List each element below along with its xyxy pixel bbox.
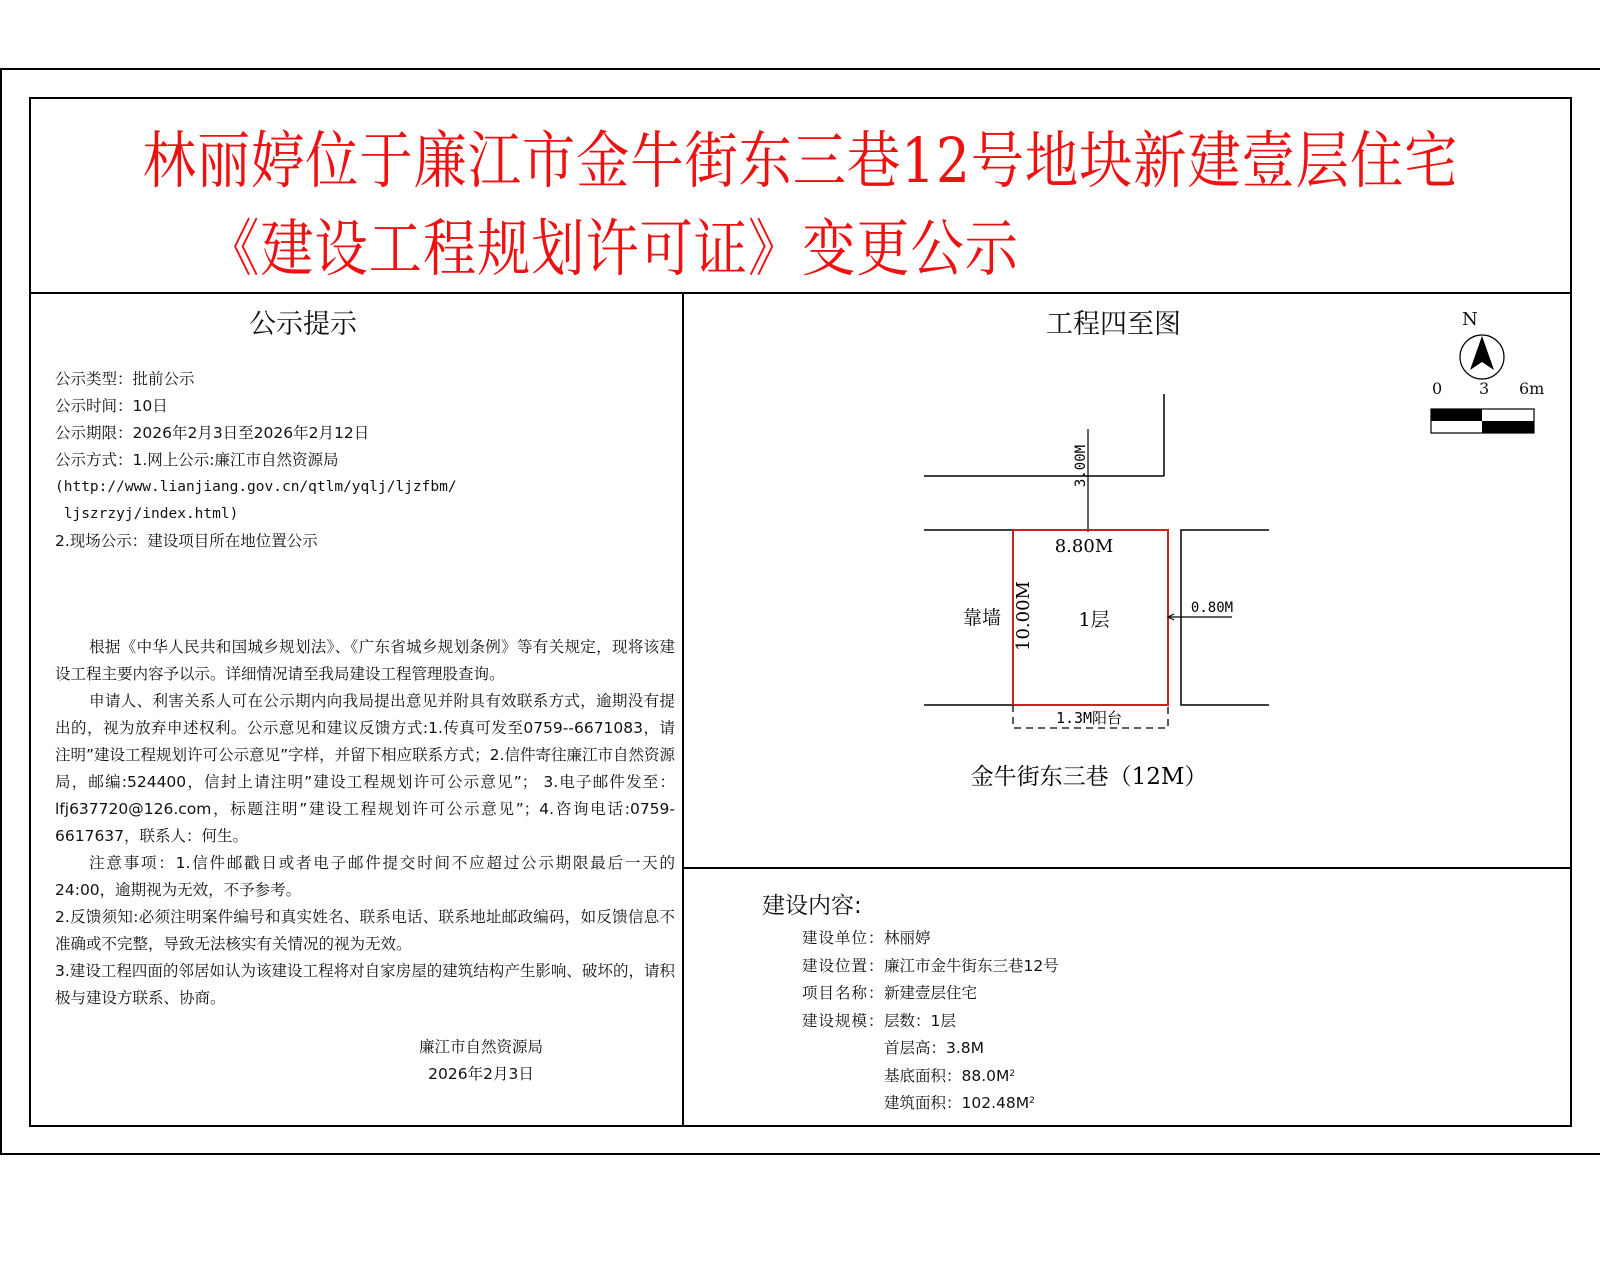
notice-duration: 公示时间：10日 bbox=[55, 397, 168, 415]
signature bbox=[351, 1034, 611, 1088]
notice-onsite: 2.现场公示：建设项目所在地位置公示 bbox=[55, 532, 318, 550]
notice-panel bbox=[31, 294, 684, 1125]
construction-panel bbox=[684, 869, 1570, 1125]
notice-heading: 公示提示 bbox=[249, 309, 357, 340]
notice-period: 公示期限：2026年2月3日至2026年2月12日 bbox=[55, 424, 370, 442]
notice-url-line-2[interactable]: ljszrzyj/index.html) bbox=[55, 506, 239, 522]
signature-date: 2026年2月3日 bbox=[428, 1065, 534, 1083]
dim-north-label: 3.00M bbox=[1073, 444, 1089, 488]
neighbor-north bbox=[924, 394, 1164, 476]
notice-note: 2.反馈须知:必须注明案件编号和真实姓名、联系电话、联系地址邮政编码，如反馈信息不准确或不完整，导致无法核实有关情况的视为无效。 bbox=[55, 908, 675, 953]
notice-body bbox=[55, 634, 675, 1012]
construction-row-base-area: 基底面积：$88.0M^2$ bbox=[884, 1066, 1016, 1085]
west-wall-label: 靠墙 bbox=[962, 607, 1002, 629]
construction-row-floor-area: 建筑面积：$102.48M^2$ bbox=[884, 1094, 1035, 1112]
title-line-1: 林丽婷位于廉江市金牛街东三巷12号地块新建壹层住宅 bbox=[142, 124, 1459, 197]
construction-row-scale: 建设规模：层数：1层 bbox=[802, 1011, 956, 1030]
floors-label: 1层 bbox=[1078, 609, 1110, 631]
scale-tick-6: 6m bbox=[1519, 379, 1545, 398]
scale-tick-3: 3 bbox=[1479, 379, 1490, 398]
construction-row-unit: 建设单位：林丽婷 bbox=[802, 929, 931, 947]
title-line-2: 《建设工程规划许可证》变更公示 bbox=[206, 212, 1019, 285]
construction-row-location: 建设位置：廉江市金牛街东三巷12号 bbox=[802, 956, 1059, 975]
dim-depth-label: 10.00M bbox=[1013, 581, 1034, 651]
construction-row-height: 首层高：3.8M bbox=[884, 1039, 985, 1057]
notice-info bbox=[55, 366, 457, 555]
north-label: N bbox=[1462, 309, 1478, 330]
construction-details bbox=[802, 925, 1059, 1118]
scale-bar-icon bbox=[1431, 409, 1534, 433]
construction-heading: 建设内容: bbox=[762, 893, 862, 919]
notice-paragraph: 申请人、利害关系人可在公示期内向我局提出意见并附具有效联系方式，逾期没有提出的，视为放弃申述权利。公示意见和建议反馈方式:1.传真可发至0759--6671083，请注明”建设工程规划许可公示意见”字样，并留下相应联系方式；2.信件寄往廉江市自然资源局，邮编:524400，信封上请注明”建设工程规划许可公示意见”； 3.电子邮件发至：lfj637720@126.com，标题注明”建设工程规划许可公示意见”；4.咨询电话:0759-6617637，联系人：何生。 bbox=[55, 692, 675, 845]
site-plan-heading: 工程四至图 bbox=[1046, 309, 1181, 340]
notice-paragraph: 根据《中华人民共和国城乡规划法》、《广东省城乡规划条例》等有关规定，现将该建设工程主要内容予以示。详细情况请至我局建设工程管理股查询。 bbox=[55, 638, 675, 683]
dim-width-label: 8.80M bbox=[1054, 536, 1114, 557]
notice-method: 公示方式：1.网上公示:廉江市自然资源局 bbox=[55, 451, 339, 469]
construction-row-project: 项目名称：新建壹层住宅 bbox=[802, 984, 978, 1002]
notice-url-line-1[interactable]: (http://www.lianjiang.gov.cn/qtlm/yqlj/ljzfbm/ bbox=[55, 479, 457, 495]
dim-east-label: 0.80M bbox=[1190, 600, 1234, 616]
notice-paragraph: 注意事项：1.信件邮戳日或者电子邮件提交时间不应超过公示期限最后一天的24:00，逾期视为无效，不予参考。 bbox=[55, 854, 675, 899]
notice-note: 3.建设工程四面的邻居如认为该建设工程将对自家房屋的建筑结构产生影响、破坏的，请积极与建设方联系、协商。 bbox=[55, 962, 675, 1007]
title-area bbox=[31, 99, 1570, 294]
notice-type: 公示类型：批前公示 bbox=[55, 370, 195, 388]
signature-org: 廉江市自然资源局 bbox=[418, 1038, 543, 1056]
north-arrow-icon bbox=[1460, 335, 1504, 379]
street-label: 金牛街东三巷（12M） bbox=[970, 764, 1208, 790]
scale-tick-0: 0 bbox=[1432, 379, 1443, 398]
notice-board bbox=[29, 97, 1572, 1127]
site-plan-panel bbox=[684, 294, 1570, 869]
balcony-label: 1.3M阳台 bbox=[1055, 709, 1123, 727]
